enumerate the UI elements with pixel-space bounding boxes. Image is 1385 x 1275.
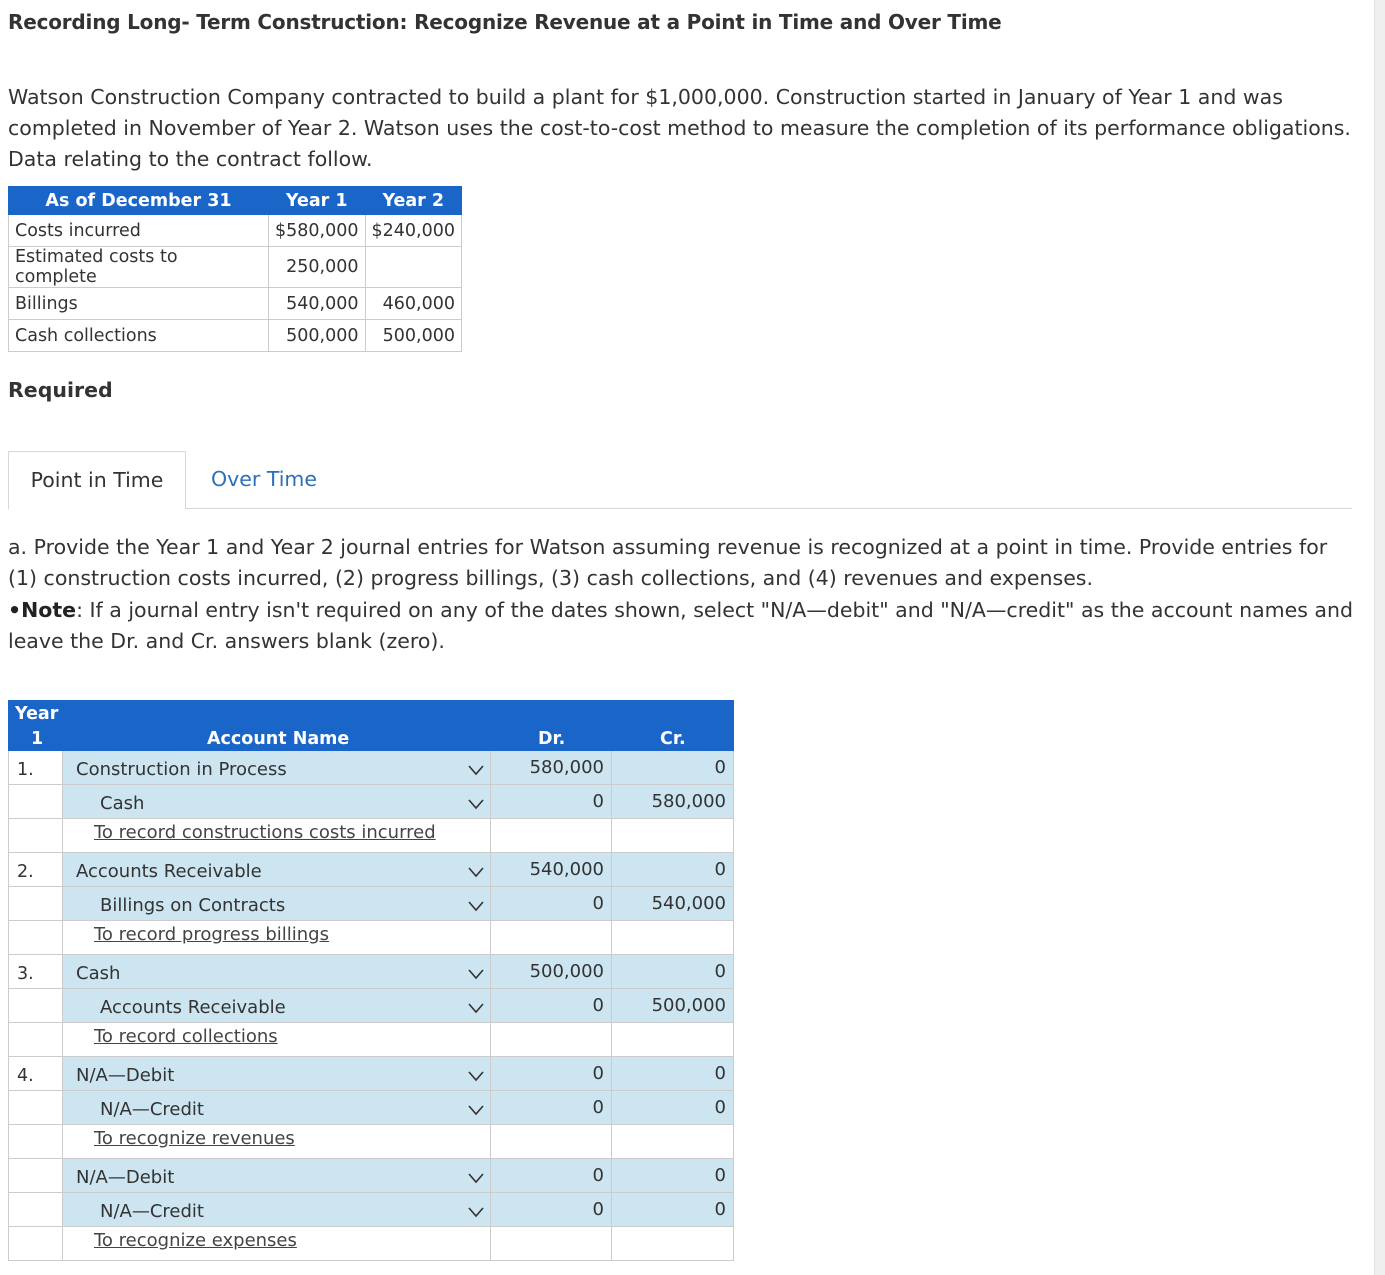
journal-memo-row [8,1227,734,1261]
entry-number [8,1227,63,1260]
entry-number: 1. [8,751,63,784]
account-name: Cash [100,793,145,814]
credit-empty-cell [612,1023,734,1056]
debit-value: 0 [592,1165,604,1186]
journal-memo-row [8,819,734,853]
row-label: Estimated costs to complete [9,247,269,288]
contract-data-table [8,186,462,352]
journal-entry-row [8,989,734,1023]
account-select[interactable] [63,785,491,818]
entry-number [8,1091,63,1124]
debit-value: 0 [592,791,604,812]
credit-input[interactable] [612,1159,734,1192]
debit-value: 580,000 [529,757,604,778]
journal-memo-row [8,921,734,955]
account-name: N/A—Credit [100,1099,204,1120]
table-row [9,215,462,247]
memo-cell [63,921,491,954]
journal-entry-row [8,1159,734,1193]
account-name: Cash [76,963,121,984]
cell-year1: 500,000 [269,320,366,352]
journal-body [8,751,734,1261]
debit-empty-cell [491,1125,612,1158]
credit-empty-cell [612,1125,734,1158]
chevron-down-icon[interactable] [468,896,484,908]
instructions-main: a. Provide the Year 1 and Year 2 journal entries for Watson assuming revenue is recognized at a point in time. Provide entries for (1) construction costs incurred, (2) progress billings, (3) cash collections, and (4) revenues and expenses. [8,535,1328,591]
credit-empty-cell [612,1227,734,1260]
debit-input[interactable] [491,853,612,886]
row-label: Costs incurred [9,215,269,247]
table-row [9,247,462,288]
journal-memo-row [8,1023,734,1057]
memo-text: To recognize expenses [94,1230,297,1251]
credit-value: 0 [714,1063,726,1084]
entry-number: 4. [8,1057,63,1090]
page-scrollbar[interactable] [1374,0,1385,1275]
header-year1: Year 1 [269,187,366,215]
tab-over-time[interactable]: Over Time [211,467,317,491]
chevron-down-icon[interactable] [468,964,484,976]
table-header-row [9,187,462,215]
memo-text: To record collections [94,1026,278,1047]
credit-value: 0 [714,757,726,778]
journal-memo-row [8,1125,734,1159]
instructions [8,532,1358,657]
entry-number [8,989,63,1022]
cell-year1: 250,000 [269,247,366,288]
note-label: Note [21,597,77,622]
account-select[interactable] [63,853,491,886]
debit-input[interactable] [491,955,612,988]
debit-input[interactable] [491,785,612,818]
account-select[interactable] [63,887,491,920]
debit-input[interactable] [491,887,612,920]
account-name: Accounts Receivable [76,861,262,882]
chevron-down-icon[interactable] [468,862,484,874]
account-select[interactable] [63,1091,491,1124]
account-select[interactable] [63,751,491,784]
credit-input[interactable] [612,955,734,988]
chevron-down-icon[interactable] [468,794,484,806]
row-label: Cash collections [9,320,269,352]
account-name: Billings on Contracts [100,895,286,916]
journal-entry-row [8,751,734,785]
cell-year1: 540,000 [269,288,366,320]
account-select[interactable] [63,1159,491,1192]
memo-cell [63,1023,491,1056]
debit-input[interactable] [491,751,612,784]
credit-input[interactable] [612,1091,734,1124]
credit-value: 540,000 [651,893,726,914]
debit-value: 0 [592,1063,604,1084]
credit-value: 580,000 [651,791,726,812]
credit-value: 500,000 [651,995,726,1016]
cell-year2: 460,000 [365,288,462,320]
memo-cell [63,819,491,852]
debit-value: 540,000 [529,859,604,880]
chevron-down-icon[interactable] [468,1202,484,1214]
entry-number: 3. [8,955,63,988]
account-name: N/A—Debit [76,1065,175,1086]
header-account-name: Account Name [207,729,350,749]
table-row [9,288,462,320]
account-name: Accounts Receivable [100,997,286,1018]
journal-entry-table [8,700,734,1261]
entry-number: 2. [8,853,63,886]
credit-input[interactable] [612,785,734,818]
header-credit: Cr. [660,729,686,749]
journal-entry-row [8,1193,734,1227]
debit-input[interactable] [491,1193,612,1226]
credit-input[interactable] [612,751,734,784]
credit-value: 0 [714,1097,726,1118]
credit-input[interactable] [612,989,734,1022]
header-year-label: Year [15,704,59,724]
entry-number [8,1023,63,1056]
debit-input[interactable] [491,1057,612,1090]
debit-empty-cell [491,1023,612,1056]
header-as-of: As of December 31 [9,187,269,215]
chevron-down-icon[interactable] [468,1066,484,1078]
row-label: Billings [9,288,269,320]
journal-header [8,700,734,751]
requirement-tabs [8,451,1352,509]
memo-text: To record progress billings [94,924,329,945]
account-select[interactable] [63,989,491,1022]
tab-point-in-time[interactable]: Point in Time [8,451,186,510]
memo-text: To recognize revenues [94,1128,295,1149]
entry-number [8,1125,63,1158]
cell-year2 [365,247,462,288]
journal-entry-row [8,1057,734,1091]
problem-intro: Watson Construction Company contracted to build a plant for $1,000,000. Construction started in January of Year 1 and was completed in November of Year 2. Watson uses the cost-to-cost method to measure the completion of its performance obligations. Data relating to the contract follow. [8,85,1351,171]
account-select[interactable] [63,1193,491,1226]
account-name: N/A—Credit [100,1201,204,1222]
chevron-down-icon[interactable] [468,1100,484,1112]
entry-number [8,785,63,818]
entry-number [8,921,63,954]
account-select[interactable] [63,1057,491,1090]
credit-empty-cell [612,921,734,954]
debit-value: 500,000 [529,961,604,982]
journal-entry-row [8,887,734,921]
credit-value: 0 [714,1199,726,1220]
note-text: : If a journal entry isn't required on any of the dates shown, select "N/A—debit" and "N/A—credit" as the account names and leave the Dr. and Cr. answers blank (zero). [8,597,1353,653]
journal-entry-row [8,1091,734,1125]
debit-input[interactable] [491,1159,612,1192]
debit-value: 0 [592,995,604,1016]
chevron-down-icon[interactable] [468,1168,484,1180]
account-name: Construction in Process [76,759,287,780]
debit-value: 0 [592,1097,604,1118]
header-year2: Year 2 [365,187,462,215]
account-name: N/A—Debit [76,1167,175,1188]
credit-input[interactable] [612,853,734,886]
debit-value: 0 [592,893,604,914]
entry-number [8,1159,63,1192]
debit-input[interactable] [491,1091,612,1124]
debit-empty-cell [491,819,612,852]
page-title: Recording Long- Term Construction: Recognize Revenue at a Point in Time and Over Time [8,10,1002,34]
cell-year2: $240,000 [365,215,462,247]
table-row [9,320,462,352]
account-select[interactable] [63,955,491,988]
credit-value: 0 [714,961,726,982]
header-year-number: 1 [31,729,44,749]
cell-year1: $580,000 [269,215,366,247]
required-heading: Required [8,378,113,402]
cell-year2: 500,000 [365,320,462,352]
entry-number [8,819,63,852]
note-bullet: • [8,597,22,622]
credit-value: 0 [714,1165,726,1186]
debit-input[interactable] [491,989,612,1022]
credit-input[interactable] [612,887,734,920]
journal-entry-row [8,785,734,819]
credit-input[interactable] [612,1193,734,1226]
credit-value: 0 [714,859,726,880]
memo-cell [63,1125,491,1158]
chevron-down-icon[interactable] [468,998,484,1010]
debit-empty-cell [491,921,612,954]
journal-entry-row [8,955,734,989]
header-debit: Dr. [538,729,566,749]
memo-text: To record constructions costs incurred [94,822,436,843]
journal-entry-row [8,853,734,887]
chevron-down-icon[interactable] [468,760,484,772]
credit-empty-cell [612,819,734,852]
entry-number [8,887,63,920]
debit-value: 0 [592,1199,604,1220]
entry-number [8,1193,63,1226]
debit-empty-cell [491,1227,612,1260]
credit-input[interactable] [612,1057,734,1090]
memo-cell [63,1227,491,1260]
